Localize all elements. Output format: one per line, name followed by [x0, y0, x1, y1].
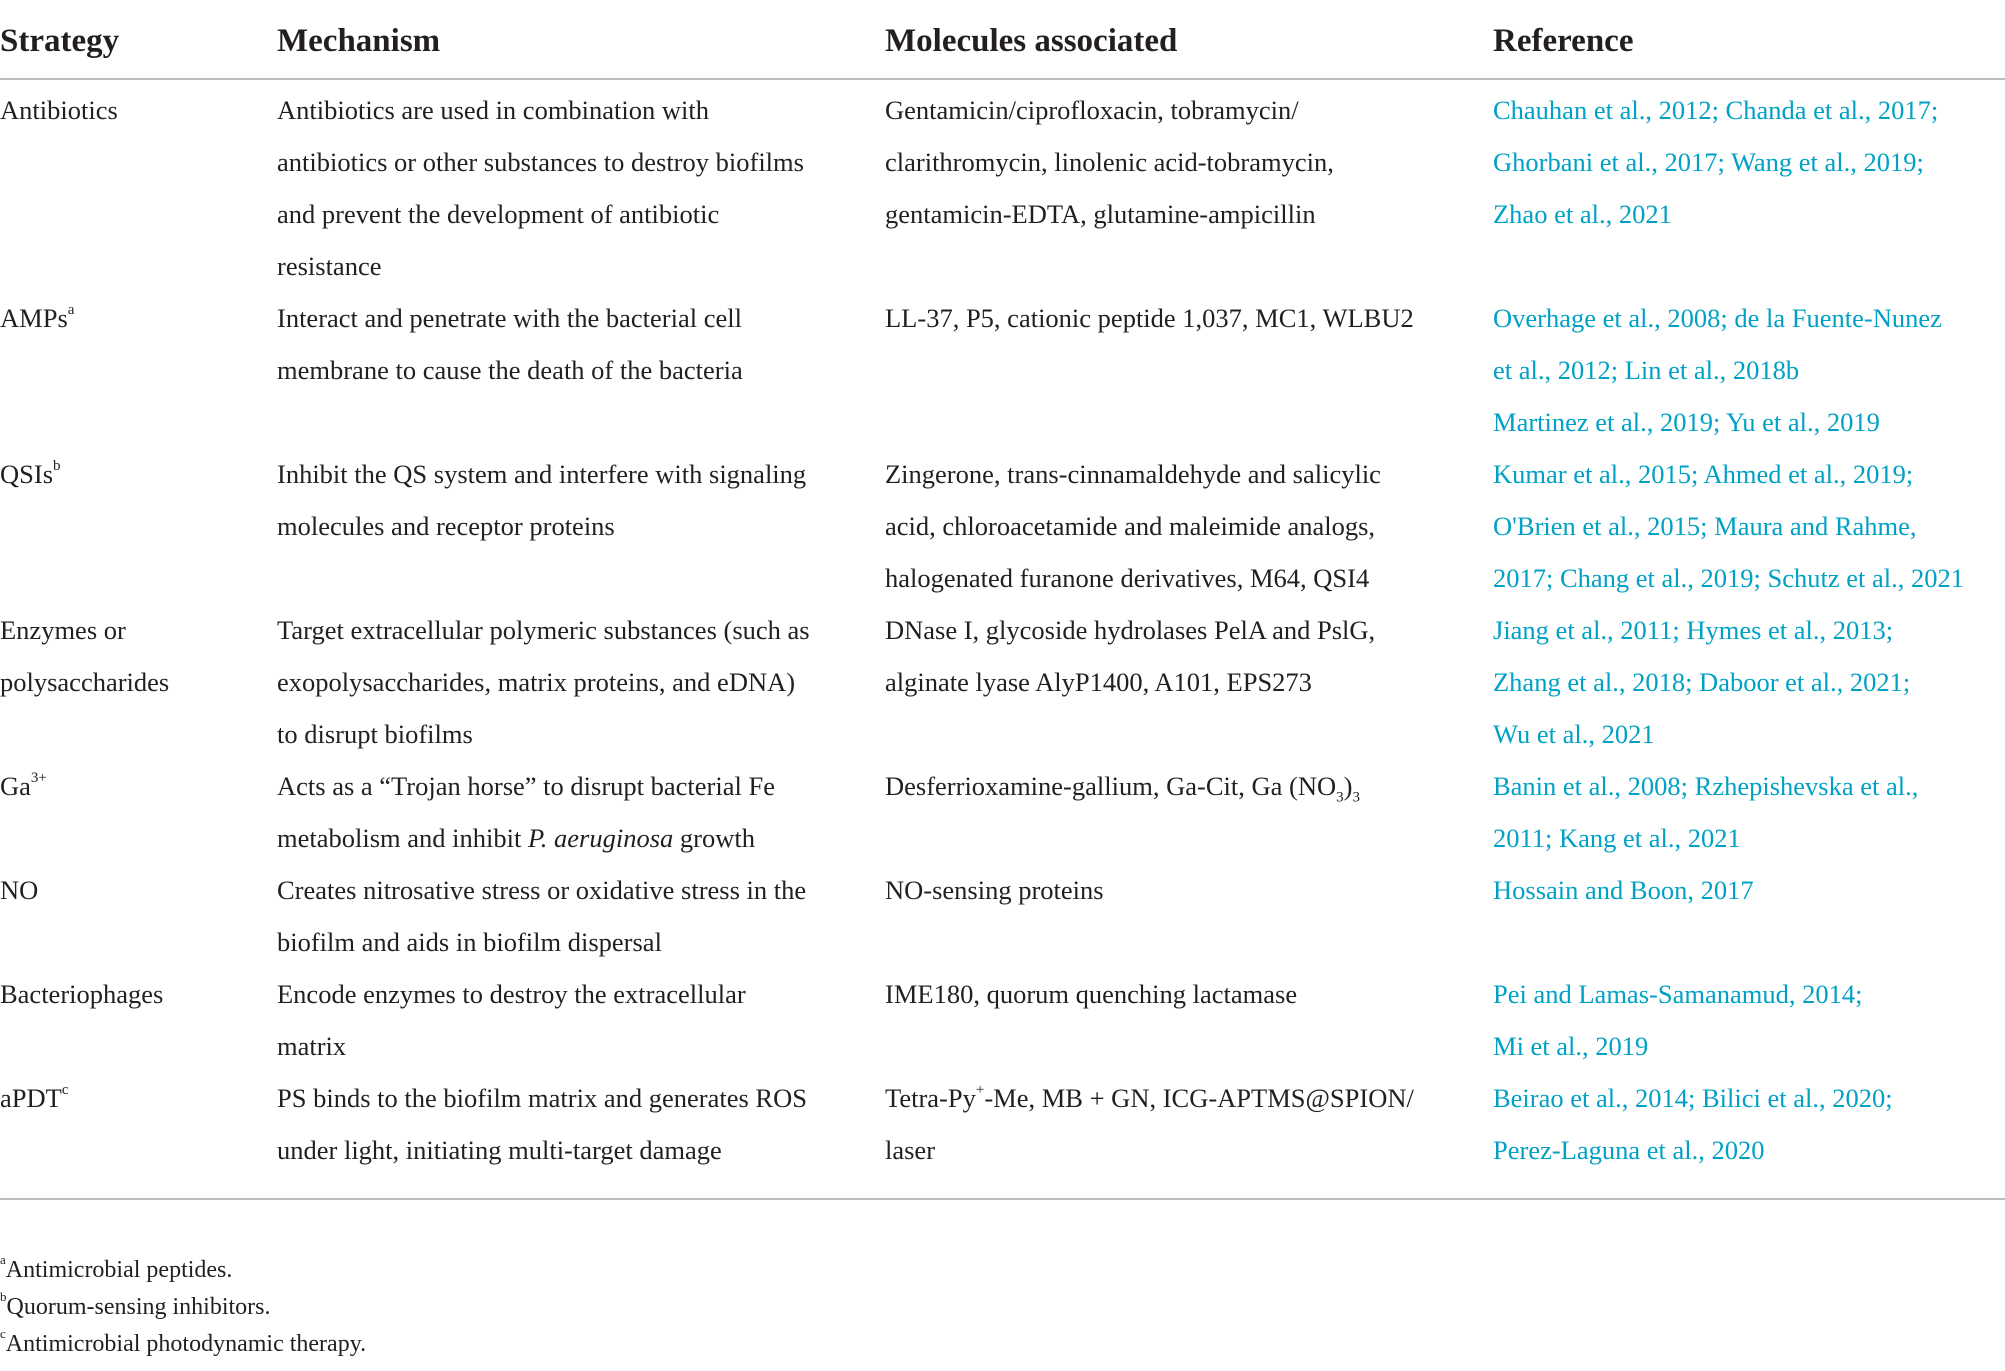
footnote-marker: c [61, 1082, 69, 1099]
header-strategy: Strategy [0, 8, 277, 79]
strategy-cell: AMPs$^a$ [0, 302, 75, 333]
molecules-cell: LL-37, P5, cationic peptide 1,037, MC1, WLBU2 [885, 303, 1414, 333]
strategy-cell: aPDT$^c$ [0, 1072, 277, 1199]
strategy-cell: QSIs$^b$ [0, 458, 61, 489]
footnote: $^a$Antimicrobial peptides. [0, 1252, 233, 1283]
superscript-charge: 3+ [30, 770, 47, 787]
table-row [0, 760, 2005, 864]
header-molecules: Molecules associated [885, 8, 1493, 79]
strategies-table [0, 8, 2005, 1200]
reference-link[interactable]: Kumar et al., 2015; Ahmed et al., 2019; O'Brien et al., 2015; Maura and Rahme, 2017; Chang et al., 2019; Schutz et al., 2021 [1493, 459, 1965, 593]
mechanism-cell: Inhibit the QS system and interfere with signaling molecules and receptor proteins [277, 459, 807, 541]
molecules-cell: IME180, quorum quenching lactamase [885, 979, 1298, 1009]
mechanism-cell: Encode enzymes to destroy the extracellular matrix [277, 979, 746, 1061]
reference-link[interactable]: Hossain and Boon, 2017 [1493, 875, 1754, 905]
header-reference: Reference [1493, 8, 2005, 79]
strategy-cell: NO [0, 875, 39, 905]
molecules-cell: NO-sensing proteins [885, 875, 1104, 905]
table-row [0, 79, 2005, 292]
footnote-marker: b [53, 458, 61, 475]
molecules-cell: Desferrioxamine-gallium, Ga-Cit, Ga $(NO_3)_3$ [885, 771, 1360, 806]
strategy-cell: Enzymes or polysaccharides [0, 615, 170, 697]
header-mechanism: Mechanism [277, 8, 885, 79]
mechanism-cell: Antibiotics are used in combination with antibiotics or other substances to destroy biofilms and prevent the development of antibiotic resistance [277, 95, 804, 281]
table-row [0, 864, 2005, 968]
reference-link[interactable]: Beirao et al., 2014; Bilici et al., 2020; Perez-Laguna et al., 2020 [1493, 1072, 2005, 1199]
mechanism-cell: Target extracellular polymeric substances (such as exopolysaccharides, matrix proteins, and eDNA) to disrupt biofilms [277, 615, 810, 749]
reference-link[interactable]: Jiang et al., 2011; Hymes et al., 2013; Zhang et al., 2018; Daboor et al., 2021; Wu et al., 2021 [1493, 615, 1911, 749]
species-name: P. aeruginosa [528, 823, 674, 853]
table-row [0, 448, 2005, 604]
reference-link[interactable]: Chauhan et al., 2012; Chanda et al., 2017; Ghorbani et al., 2017; Wang et al., 2019; Zhao et al., 2021 [1493, 95, 1939, 229]
footnote-marker: a [67, 302, 75, 319]
strategy-cell: $Ga^{3+}$ [0, 770, 47, 801]
mechanism-cell: Acts as a “Trojan horse” to disrupt bacterial Fe metabolism and inhibit P. aeruginosa growth [277, 771, 775, 853]
table-row [0, 604, 2005, 760]
footnotes [0, 1252, 366, 1363]
table-row [0, 292, 2005, 448]
footnote: $^b$Quorum-sensing inhibitors. [0, 1289, 271, 1320]
footnote: $^c$Antimicrobial photodynamic therapy. [0, 1326, 367, 1357]
reference-link[interactable]: Overhage et al., 2008; de la Fuente-Nunez et al., 2012; Lin et al., 2018b Martinez et al., 2019; Yu et al., 2019 [1493, 303, 1942, 437]
mechanism-cell: PS binds to the biofilm matrix and generates ROS under light, initiating multi-target damage [277, 1072, 885, 1199]
strategy-cell: Antibiotics [0, 95, 118, 125]
table-row [0, 968, 2005, 1072]
molecules-cell: Gentamicin/ciprofloxacin, tobramycin/ clarithromycin, linolenic acid-tobramycin, gentamicin-EDTA, glutamine-ampicillin [885, 95, 1334, 229]
mechanism-cell: Creates nitrosative stress or oxidative stress in the biofilm and aids in biofilm dispersal [277, 875, 807, 957]
reference-link[interactable]: Pei and Lamas-Samanamud, 2014; Mi et al., 2019 [1493, 979, 1863, 1061]
mechanism-cell: Interact and penetrate with the bacterial cell membrane to cause the death of the bacteria [277, 303, 743, 385]
molecules-cell: Tetra-Py+-Me, MB + GN, ICG-APTMS@SPION/ laser [885, 1072, 1493, 1199]
molecules-cell: Zingerone, trans-cinnamaldehyde and salicylic acid, chloroacetamide and maleimide analogs, halogenated furanone derivatives, M64, QSI4 [885, 459, 1381, 593]
molecules-cell: DNase I, glycoside hydrolases PelA and PslG, alginate lyase AlyP1400, A101, EPS273 [885, 615, 1376, 697]
strategy-cell: Bacteriophages [0, 979, 164, 1009]
table-header-row [0, 8, 2005, 79]
table-row [0, 1072, 2005, 1199]
reference-link[interactable]: Banin et al., 2008; Rzhepishevska et al., 2011; Kang et al., 2021 [1493, 771, 1919, 853]
